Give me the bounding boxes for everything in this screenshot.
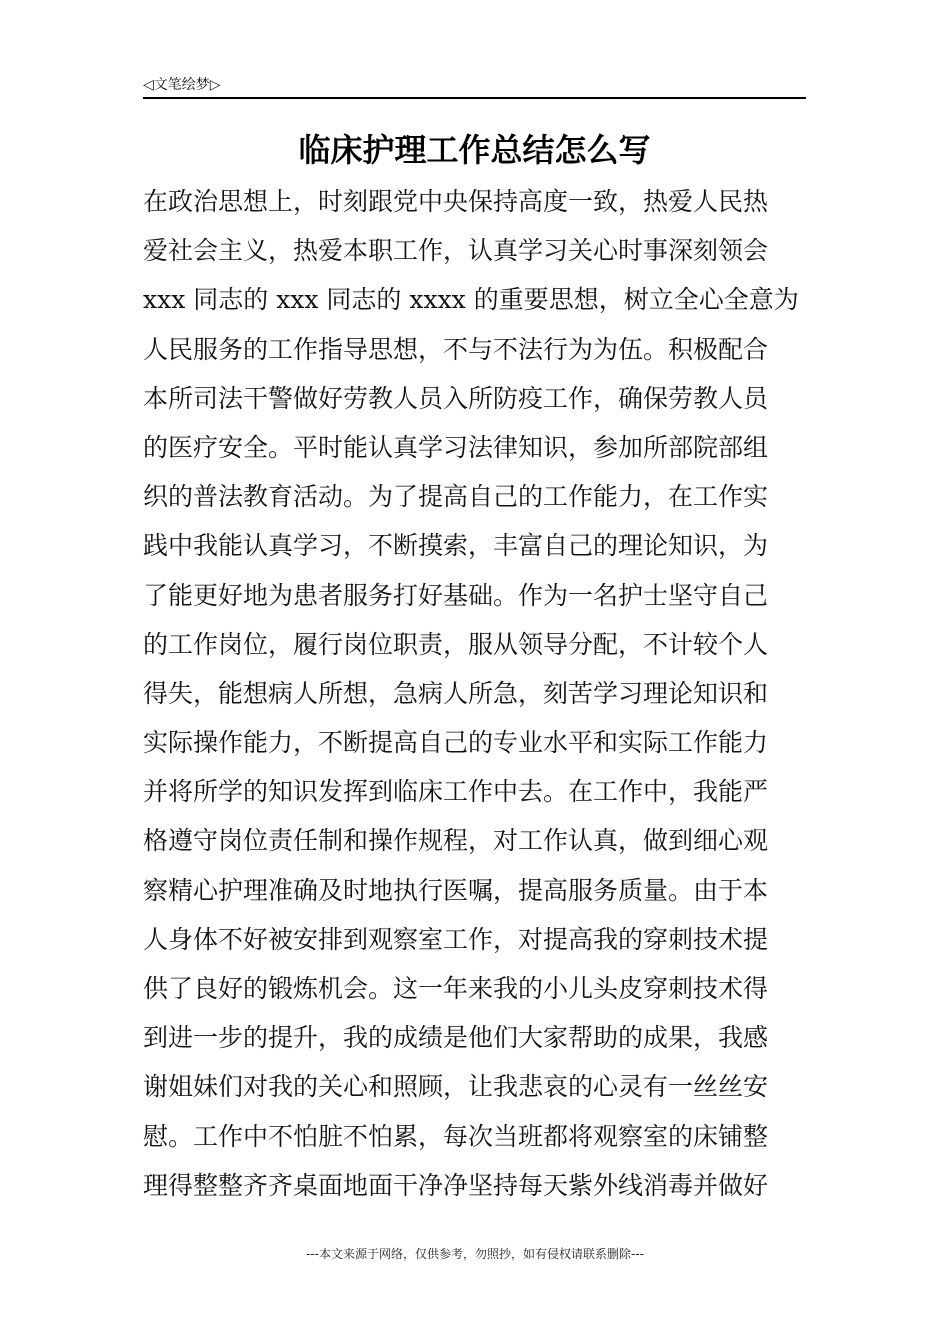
body-line: 并将所学的知识发挥到临床工作中去。在工作中，我能严 [143, 777, 769, 807]
body-line: 供了良好的锻炼机会。这一年来我的小儿头皮穿刺技术得 [143, 974, 769, 1003]
body-line: 爱社会主义，热爱本职工作，认真学习关心时事深刻领会 [143, 236, 769, 266]
header-divider [143, 97, 806, 99]
body-line: 实际操作能力，不断提高自己的专业水平和实际工作能力 [143, 728, 769, 758]
document-title: 临床护理工作总结怎么写 [298, 131, 651, 169]
body-line: 的医疗安全。平时能认真学习法律知识，参加所部院部组 [143, 432, 769, 462]
body-line: 了能更好地为患者服务打好基础。作为一名护士坚守自己 [143, 580, 769, 610]
body-line: 得失，能想病人所想，急病人所急，刻苦学习理论知识和 [143, 678, 769, 708]
document-body [143, 180, 813, 1213]
body-line: 织的普法教育活动。为了提高自己的工作能力，在工作实 [143, 482, 769, 512]
body-line: 慰。工作中不怕脏不怕累，每次当班都将观察室的床铺整 [143, 1121, 769, 1151]
body-line: 到进一步的提升，我的成绩是他们大家帮助的成果，我感 [143, 1023, 769, 1053]
body-line: 人身体不好被安排到观察室工作，对提高我的穿刺技术提 [143, 924, 769, 954]
body-line: 践中我能认真学习，不断摸索，丰富自己的理论知识，为 [143, 531, 769, 561]
body-line: 在政治思想上，时刻跟党中央保持高度一致，热爱人民热 [143, 187, 769, 216]
footer-disclaimer: ---本文来源于网络，仅供参考，勿照抄，如有侵权请联系删除--- [306, 1247, 644, 1261]
body-line: 谢姐妹们对我的关心和照顾，让我悲哀的心灵有一丝丝安 [143, 1072, 769, 1102]
body-line: 的工作岗位，履行岗位职责，服从领导分配，不计较个人 [143, 629, 769, 659]
header-mark: ◁文笔绘梦▷ [143, 77, 221, 93]
body-line: 人民服务的工作指导思想，不与不法行为为伍。积极配合 [143, 334, 769, 364]
body-line: 本所司法干警做好劳教人员入所防疫工作，确保劳教人员 [143, 383, 769, 413]
body-line: 格遵守岗位责任制和操作规程，对工作认真，做到细心观 [143, 826, 769, 856]
body-line: 察精心护理准确及时地执行医嘱，提高服务质量。由于本 [143, 875, 769, 905]
body-line: xxx 同志的 xxx 同志的 xxxx 的重要思想，树立全心全意为 [143, 285, 799, 315]
body-line: 理得整整齐齐桌面地面干净净坚持每天紫外线消毒并做好 [143, 1170, 769, 1200]
